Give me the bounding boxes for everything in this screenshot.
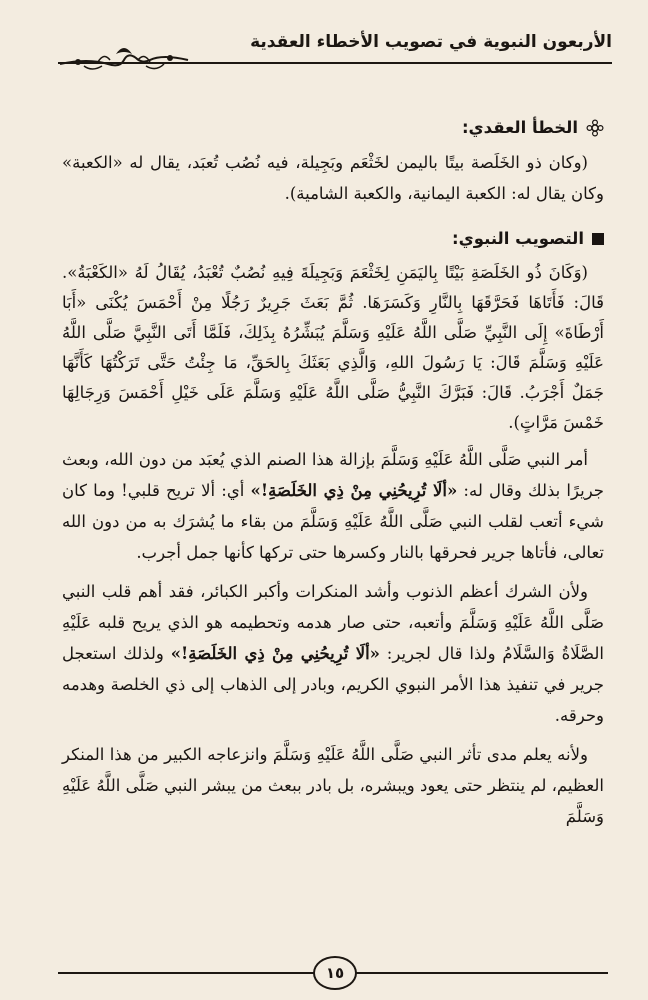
hadith-text: (وَكَانَ ذُو الخَلَصَةِ بَيْتًا بِاليَمَنِ لِخَثْعَمَ وَبَجِيلَةَ فِيهِ نُصُبٌ تُعْبَدُ، يُقَالُ لَهُ «الكَعْبَةُ». قَالَ: فَأَتَاهَا فَحَرَّقَهَا بِالنَّارِ وَكَسَرَهَا. ثُمَّ بَعَثَ جَرِيرٌ رَجُلًا مِنْ أَحْمَسَ يُكْنَى «أَبَا أَرْطَاةَ» إِلَى النَّبِيِّ صَلَّى اللَّهُ عَلَيْهِ وَسَلَّمَ يُبَشِّرُهُ بِذَلِكَ، فَلَمَّا أَتَى النَّبِيَّ صَلَّى اللَّهُ عَلَيْهِ وَسَلَّمَ قَالَ: يَا رَسُولَ اللهِ، وَالَّذِي بَعَثَكَ بِالحَقِّ، مَا جِئْتُ حَتَّى تَرَكْتُهَا كَأَنَّهَا جَمَلٌ أَجْرَبُ. قَالَ: فَبَرَّكَ النَّبِيُّ صَلَّى اللَّهُ عَلَيْهِ وَسَلَّمَ عَلَى خَيْلِ أَحْمَسَ وَرِجَالِهَا خَمْسَ مَرَّاتٍ). bbox=[62, 263, 604, 432]
square-icon bbox=[592, 233, 604, 245]
paragraph-2-part-1: ولأن الشرك أعظم الذنوب وأشد المنكرات وأكبر الكبائر، فقد أهم قلب النبي صَلَّى اللَّهُ عَلَيْهِ وَسَلَّمَ وأتعبه، حتى صار هدمه وتحطيمه هو الذي يريح قلبه عَلَيْهِ الصَّلَاةُ وَالسَّلَامُ ولذا قال لجرير: bbox=[62, 582, 604, 663]
error-quote: (وكان ذو الخَلَصة بيتًا باليمن لخَثْعَم وبَجِيلة، فيه نُصُب تُعبَد، يقال له «الكعبة» وكان يقال له: الكعبة اليمانية، والكعبة الشامية). bbox=[62, 153, 604, 203]
page-body bbox=[62, 112, 604, 840]
section-heading-correction bbox=[62, 223, 604, 254]
ornament-icon bbox=[58, 40, 190, 74]
paragraph-2-part-2: ولذلك استعجل جرير في تنفيذ هذا الأمر النبوي الكريم، وبادر إلى الذهاب إلى ذي الخلصة وهدمه وحرقه. bbox=[62, 644, 604, 725]
paragraph-2 bbox=[62, 576, 604, 731]
paragraph-2-bold-quote: «ألَا تُرِيحُنِي مِنْ ذِي الخَلَصَةِ!» bbox=[170, 644, 380, 663]
page-footer bbox=[58, 950, 608, 990]
paragraph-3: ولأنه يعلم مدى تأثر النبي صَلَّى اللَّهُ عَلَيْهِ وَسَلَّمَ وانزعاجه الكبير من هذا المنكر العظيم، لم ينتظر حتى يعود ويبشره، بل بادر ببعث من يبشر النبي صَلَّى اللَّهُ عَلَيْهِ وَسَلَّمَ bbox=[62, 745, 604, 826]
running-header-title: الأربعون النبوية في تصويب الأخطاء العقدية bbox=[250, 32, 612, 52]
section-heading-error-label: الخطأ العقدي: bbox=[461, 118, 578, 137]
page-number: ١٥ bbox=[313, 956, 357, 990]
paragraph-1-bold-quote: «ألَا تُرِيحُنِي مِنْ ذِي الخَلَصَةِ!» bbox=[250, 481, 458, 500]
section-heading-correction-label: التصويب النبوي: bbox=[452, 229, 584, 248]
paragraph-1 bbox=[62, 444, 604, 568]
section-heading-error bbox=[62, 112, 604, 143]
page-header bbox=[58, 30, 612, 82]
paragraph-1-part-2: أي: ألا تريح قلبي! وما كان شيء أتعب لقلب النبي صَلَّى اللَّهُ عَلَيْهِ وَسَلَّمَ من بقاء ما يُشرَك به من دون الله تعالى، فأتاها جرير فحرقها بالنار وكسرها حتى تركها كأنها جمل أجرب. bbox=[62, 481, 604, 562]
flower-icon bbox=[586, 119, 604, 137]
paragraph-1-part-1: أمر النبي صَلَّى اللَّهُ عَلَيْهِ وَسَلَّمَ بإزالة هذا الصنم الذي يُعبَد من دون الله، وبعث جريرًا بذلك وقال له: bbox=[62, 450, 604, 500]
header-rule bbox=[58, 62, 612, 64]
